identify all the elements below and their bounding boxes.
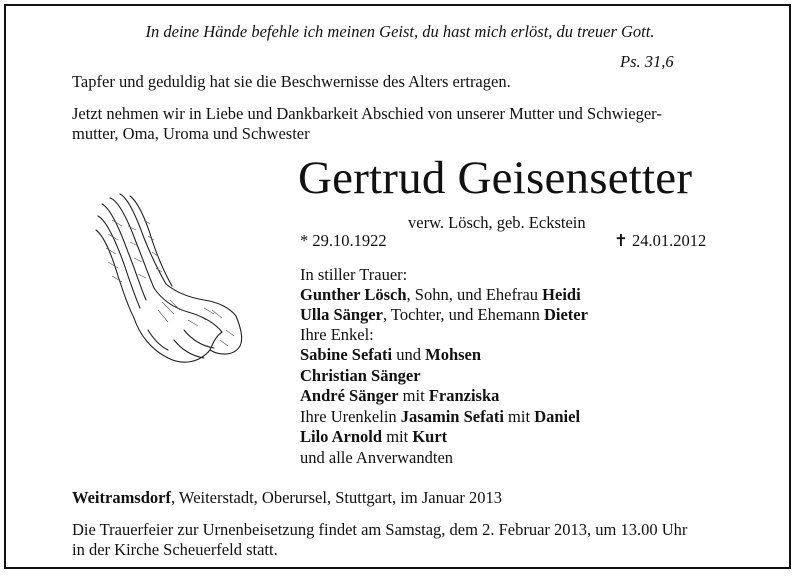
service-line-2: in der Kirche Scheuerfeld statt. xyxy=(72,540,278,559)
praying-hands-icon xyxy=(88,190,248,380)
mourner-row: Lilo Arnold mit Kurt xyxy=(300,427,448,446)
deceased-maiden-name: verw. Lösch, geb. Eckstein xyxy=(408,213,586,232)
service-line-1: Die Trauerfeier zur Urnenbeisetzung findet am Samstag, dem 2. Februar 2013, um 13.00 Uhr xyxy=(72,520,688,539)
bible-verse: In deine Hände befehle ich meinen Geist, du hast mich erlöst, du treuer Gott. xyxy=(145,22,655,41)
mourner-row: und alle Anverwandten xyxy=(300,448,454,467)
mourners-heading: In stiller Trauer: xyxy=(300,265,408,284)
mourner-row: André Sänger mit Franziska xyxy=(300,386,500,405)
mourner-row: Ulla Sänger, Tochter, und Ehemann Dieter xyxy=(300,305,588,324)
birth-date: * 29.10.1922 xyxy=(300,231,387,250)
place-and-date: Weitramsdorf, Weiterstadt, Oberursel, Stuttgart, im Januar 2013 xyxy=(72,488,503,507)
mourner-row: Ihre Urenkelin Jasamin Sefati mit Daniel xyxy=(300,407,581,426)
intro-line-2: Jetzt nehmen wir in Liebe und Dankbarkeit Abschied von unserer Mutter und Schwieger- xyxy=(72,104,662,123)
death-date xyxy=(614,231,706,251)
deceased-name: Gertrud Geisensetter xyxy=(298,152,693,204)
death-date-value: 24.01.2012 xyxy=(631,231,707,250)
bible-verse-reference: Ps. 31,6 xyxy=(620,52,674,71)
intro-line-3: mutter, Oma, Uroma und Schwester xyxy=(72,124,310,143)
intro-line-1: Tapfer und geduldig hat sie die Beschwernisse des Alters ertragen. xyxy=(72,72,511,91)
mourner-row: Gunther Lösch, Sohn, und Ehefrau Heidi xyxy=(300,285,581,304)
mourner-row: Sabine Sefati und Mohsen xyxy=(300,345,482,364)
mourner-row: Christian Sänger xyxy=(300,366,421,385)
grandchildren-heading: Ihre Enkel: xyxy=(300,325,374,344)
cross-icon: ✝ xyxy=(614,231,628,250)
